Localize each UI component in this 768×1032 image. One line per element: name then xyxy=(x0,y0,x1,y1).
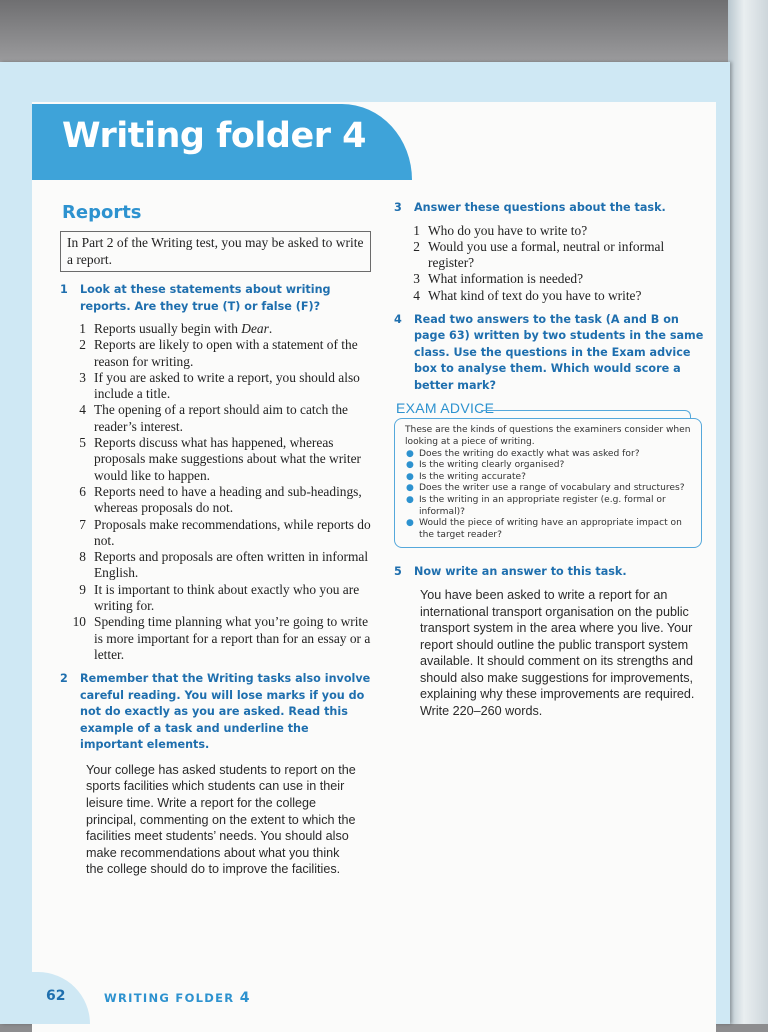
writing-task-text: You have been asked to write a report for an international transport organisation on the public transport system in the area where you live. Your report should outline the public transport system available. It should comment on its strengths and should also make suggestions for improvements, explaining why these improvements are required. xyxy=(420,587,695,702)
item-text: What information is needed? xyxy=(428,271,584,287)
task-text: Read two answers to the task (A and B on page 63) written by two students in the same class. Use the questions in the Exam advice box to analyse them. Which would score a better mark? xyxy=(414,312,704,392)
list-item xyxy=(60,321,372,337)
bullet-icon: ● xyxy=(406,518,414,529)
advice-bullet xyxy=(405,495,693,518)
list-item xyxy=(394,239,706,272)
task-1-instruction xyxy=(60,282,372,315)
bullet-text: Does the writing do exactly what was asked for? xyxy=(419,448,640,459)
list-item xyxy=(60,337,372,370)
bullet-text: Does the writer use a range of vocabulary and structures? xyxy=(419,483,685,494)
writing-task-body xyxy=(394,587,700,720)
exam-advice-label: EXAM ADVICE xyxy=(396,400,495,417)
list-item xyxy=(394,223,706,239)
list-item xyxy=(60,582,372,615)
list-item xyxy=(60,517,372,550)
item-number: 1 xyxy=(413,222,420,238)
scan-background-right xyxy=(728,0,768,1024)
list-item xyxy=(60,549,372,582)
scan-background-top xyxy=(0,0,768,62)
item-number: 10 xyxy=(72,614,86,630)
exam-advice-box xyxy=(394,418,702,548)
item-number: 4 xyxy=(413,287,420,303)
task-text: Answer these questions about the task. xyxy=(414,201,666,214)
item-text: Reports and proposals are often written in informal English. xyxy=(94,549,369,581)
list-item xyxy=(394,271,706,287)
advice-bullet xyxy=(405,472,693,484)
task-5-instruction xyxy=(394,564,706,581)
bullet-text: Would the piece of writing have an appropriate impact on the target reader? xyxy=(419,518,682,540)
footer-label-number: 4 xyxy=(239,990,250,1006)
task-text: Remember that the Writing tasks also involve careful reading. You will lose marks if you do not do exactly as you are asked. Read this example of a task and underline the important elements. xyxy=(80,672,371,752)
footer-label: WRITING FOLDER xyxy=(104,991,235,1005)
item-text: What kind of text do you have to write? xyxy=(428,287,642,303)
task-2-instruction xyxy=(60,671,372,754)
item-number: 1 xyxy=(79,321,86,336)
item-number: 2 xyxy=(413,238,420,254)
task-text: Look at these statements about writing reports. Are they true (T) or false (F)? xyxy=(80,283,331,313)
section-heading: Reports xyxy=(62,202,142,223)
item-number: 3 xyxy=(413,271,420,287)
list-item xyxy=(60,435,372,484)
item-text: Would you use a formal, neutral or informal register? xyxy=(428,238,665,271)
item-text: The opening of a report should aim to catch the reader’s interest. xyxy=(94,402,348,434)
item-text: Proposals make recommendations, while reports do not. xyxy=(94,516,371,548)
bullet-icon: ● xyxy=(406,483,414,494)
item-text: It is important to think about exactly who you are writing for. xyxy=(94,581,360,614)
bullet-icon: ● xyxy=(406,495,414,506)
item-text: Reports discuss what has happened, whereas proposals make suggestions about what the writer would like to happen. xyxy=(94,435,362,483)
bullet-text: Is the writing clearly organised? xyxy=(419,460,565,471)
item-text: Spending time planning what you’re going to write is more important for a report than for an essay or a letter. xyxy=(94,614,371,662)
exam-advice-list xyxy=(405,449,693,542)
item-text: Who do you have to write to? xyxy=(428,222,588,238)
task-number: 5 xyxy=(394,565,402,579)
task-number: 2 xyxy=(60,672,68,686)
item-text: Reports are likely to open with a statement of the reason for writing. xyxy=(94,337,358,369)
task-number: 4 xyxy=(394,312,402,326)
word-count: Write 220–260 words. xyxy=(420,704,543,719)
item-number: 6 xyxy=(79,483,86,499)
task-4-instruction xyxy=(394,312,706,395)
item-number: 2 xyxy=(79,337,86,353)
list-item xyxy=(60,614,372,663)
item-number: 8 xyxy=(79,549,86,565)
footer-tab xyxy=(0,972,90,1024)
statements-list xyxy=(60,321,372,663)
right-column xyxy=(394,200,706,720)
task-number: 3 xyxy=(394,201,402,214)
bullet-text: Is the writing accurate? xyxy=(419,471,526,482)
item-number: 4 xyxy=(79,402,86,418)
advice-bullet xyxy=(405,449,693,461)
advice-bullet xyxy=(405,483,693,495)
task-number: 1 xyxy=(60,283,68,296)
left-column xyxy=(60,200,372,878)
list-item xyxy=(60,370,372,403)
item-text: If you are asked to write a report, you should also include a title. xyxy=(94,369,360,402)
item-number: 5 xyxy=(79,435,86,451)
example-task: Your college has asked students to report on the sports facilities which students can use in their leisure time. Write a report for the college principal, commenting on the extent to which the facilities meet students’ needs. You should also make recommendations about what you think the college should do to improve the facilities. xyxy=(86,762,356,877)
intro-box: In Part 2 of the Writing test, you may be asked to write a report. xyxy=(60,231,371,272)
italic-word: Dear xyxy=(241,321,269,336)
bullet-icon: ● xyxy=(406,460,414,471)
task-text: Now write an answer to this task. xyxy=(414,565,627,579)
bullet-icon: ● xyxy=(406,471,414,482)
page-footer xyxy=(0,972,730,1024)
exam-advice-intro: These are the kinds of questions the examiners consider when looking at a piece of writing. xyxy=(405,425,691,448)
page-number: 62 xyxy=(46,988,66,1004)
advice-bullet xyxy=(405,460,693,472)
list-item xyxy=(60,402,372,435)
page-title: Writing folder 4 xyxy=(62,116,366,156)
advice-bullet xyxy=(405,518,693,541)
bullet-text: Is the writing in an appropriate register (e.g. formal or informal)? xyxy=(419,495,666,517)
list-item xyxy=(394,288,706,304)
task-3-instruction xyxy=(394,200,706,217)
item-number: 7 xyxy=(79,516,86,532)
item-number: 3 xyxy=(79,369,86,385)
footer-title xyxy=(104,990,250,1006)
questions-list xyxy=(394,223,706,304)
item-number: 9 xyxy=(79,581,86,597)
item-text: Reports need to have a heading and sub-headings, whereas proposals do not. xyxy=(94,483,362,516)
list-item xyxy=(60,484,372,517)
bullet-icon: ● xyxy=(406,448,414,459)
item-text: Reports usually begin with Dear. xyxy=(94,321,273,336)
